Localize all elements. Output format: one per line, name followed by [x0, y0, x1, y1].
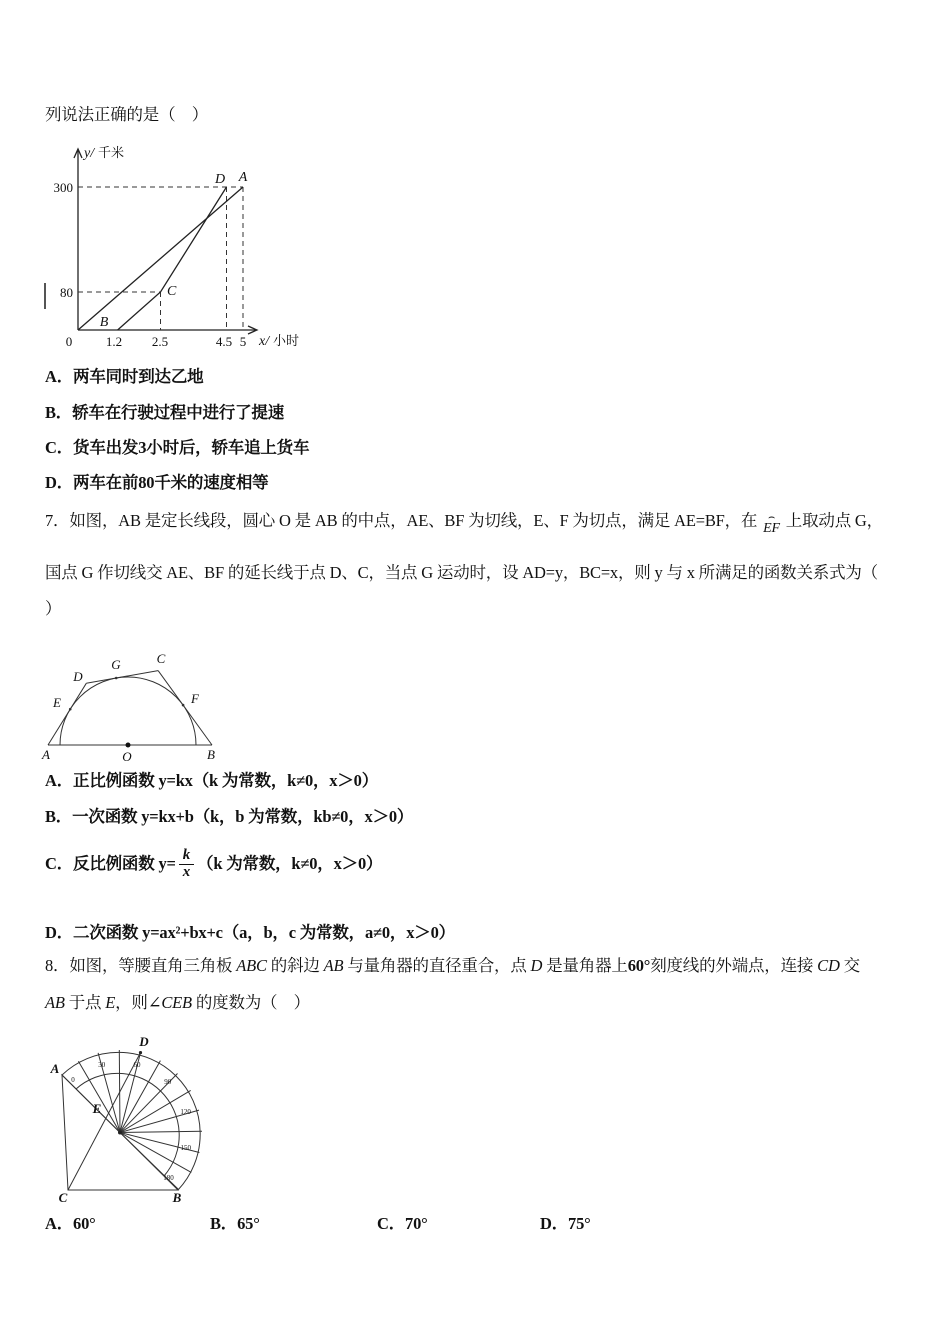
- ef-text: EF: [763, 521, 780, 537]
- fig3-label-C: C: [58, 1190, 68, 1205]
- y-axis-label-var: y/: [84, 146, 95, 161]
- q8-s1-2: 的斜边: [266, 956, 324, 975]
- q6-option-d: D．两车在前80千米的速度相等: [45, 473, 269, 492]
- x-tick-4-5: 4.5: [215, 334, 233, 349]
- fig2-label-D: D: [73, 669, 83, 684]
- figure-protractor-triangle: [48, 1036, 218, 1208]
- fig2-label-O: O: [122, 749, 132, 764]
- q8-s2-3: ，则∠: [115, 993, 162, 1012]
- fig3-label-A: A: [50, 1061, 60, 1076]
- q8-option-a: A．60°: [45, 1214, 96, 1233]
- q8-s1-60deg: 60°: [627, 956, 651, 975]
- fraction-denominator: x: [182, 863, 191, 880]
- q7-stem-part2: 上取动点 G，: [781, 511, 883, 530]
- q7-option-c-suffix: （k 为常数，k≠0，x＞0）: [197, 853, 383, 873]
- q8-option-d: D．75°: [540, 1214, 591, 1233]
- point-label-A: A: [238, 170, 248, 185]
- fig2-label-B: B: [207, 747, 215, 762]
- q8-s2-ab: AB: [45, 993, 65, 1012]
- fig3-label-D: D: [139, 1034, 149, 1049]
- fraction-numerator: k: [179, 848, 194, 865]
- fig2-label-E: E: [53, 695, 61, 710]
- cd-segment: [68, 1051, 142, 1190]
- q8-s2-5: 的度数为（ ）: [191, 993, 310, 1012]
- q7-stem-part1: 7．如图，AB 是定长线段，圆心 O 是 AB 的中点，AE、BF 为切线，E、F 为切点，满足 AE=BF，在: [45, 511, 762, 530]
- q8-stem-line2: [45, 992, 310, 1014]
- q7-option-c: [45, 840, 382, 888]
- q7-option-c-prefix: C．反比例函数 y=: [45, 853, 176, 873]
- q8-s1-d: D: [530, 956, 543, 975]
- scale-30: 30: [98, 1061, 106, 1069]
- scale-90: 90: [164, 1078, 172, 1086]
- q6-option-c: C．货车出发3小时后，轿车追上货车: [45, 438, 310, 457]
- fig2-label-C: C: [156, 651, 166, 666]
- y-tick-300: 300: [53, 180, 73, 195]
- y-tick-80: 80: [60, 285, 73, 300]
- protractor-fan-lines: [62, 1050, 203, 1190]
- q8-s2-1: 于点: [64, 993, 106, 1012]
- q7-option-d: D．二次函数 y=ax²+bx+c（a，b，c 为常数，a≠0，x＞0）: [45, 923, 455, 942]
- q8-s1-6: 是量角器上: [542, 956, 628, 975]
- point-label-D: D: [214, 172, 226, 187]
- figure-distance-time-graph: [40, 142, 300, 354]
- x-tick-0: 0: [65, 334, 73, 349]
- scale-180: 180: [163, 1174, 174, 1182]
- q7-option-a: A．正比例函数 y=kx（k 为常数，k≠0，x＞0）: [45, 771, 379, 790]
- fig2-label-F: F: [191, 691, 199, 706]
- fig3-label-E: E: [92, 1101, 102, 1116]
- figure-semicircle-tangents: [40, 630, 230, 765]
- scale-60: 60: [133, 1061, 141, 1069]
- car-line: [118, 187, 227, 330]
- q8-s1-abc: ABC: [236, 956, 267, 975]
- axes: [74, 149, 257, 334]
- q8-s1-10: 交: [839, 956, 860, 975]
- q8-s1-ab: AB: [323, 956, 344, 975]
- q7-stem-line1: [45, 510, 883, 536]
- q8-option-c: C．70°: [377, 1214, 428, 1233]
- y-axis-label-unit: 千米: [98, 145, 125, 160]
- ef-arc-notation: [763, 511, 780, 537]
- x-tick-1-2: 1.2: [105, 334, 123, 349]
- q6-option-a: A．两车同时到达乙地: [45, 367, 204, 386]
- truck-line: [78, 187, 243, 330]
- q8-s1-cd: CD: [817, 956, 840, 975]
- scale-120: 120: [180, 1108, 191, 1116]
- point-label-B: B: [99, 315, 109, 330]
- arc-symbol: ⌢: [767, 511, 776, 524]
- q8-stem-line1: [45, 955, 860, 977]
- x-axis-label-unit: 小时: [273, 333, 300, 348]
- q8-s1-8: 刻度线的外端点，连接: [650, 956, 818, 975]
- x-tick-2-5: 2.5: [151, 334, 169, 349]
- point-label-C: C: [167, 284, 177, 299]
- fraction-k-over-x: [179, 848, 194, 881]
- question-intro: 列说法正确的是（ ）: [45, 105, 209, 124]
- x-tick-5: 5: [239, 334, 247, 349]
- q8-s2-ceb: CEB: [161, 993, 192, 1012]
- q7-stem-line2: 国点 G 作切线交 AE、BF 的延长线于点 D、C，当点 G 运动时，设 AD=y，BC=x，则 y 与 x 所满足的函数关系式为（: [45, 563, 878, 582]
- q8-s1-4: 与量角器的直径重合，点: [343, 956, 531, 975]
- q6-option-b: B．轿车在行驶过程中进行了提速: [45, 403, 285, 422]
- x-axis-label-var: x/: [259, 334, 270, 349]
- fig2-label-G: G: [111, 657, 121, 672]
- q8-s2-e: E: [105, 993, 116, 1012]
- q8-option-b: B．65°: [210, 1214, 260, 1233]
- scale-150: 150: [180, 1144, 192, 1152]
- q8-s1-0: 8．如图，等腰直角三角板: [45, 956, 237, 975]
- fig3-label-B: B: [172, 1190, 182, 1205]
- scale-0: 0: [71, 1076, 75, 1084]
- q7-stem-close: ）: [45, 599, 62, 618]
- fig2-label-A: A: [42, 747, 50, 762]
- q7-option-b: B．一次函数 y=kx+b（k，b 为常数，kb≠0，x＞0）: [45, 807, 414, 826]
